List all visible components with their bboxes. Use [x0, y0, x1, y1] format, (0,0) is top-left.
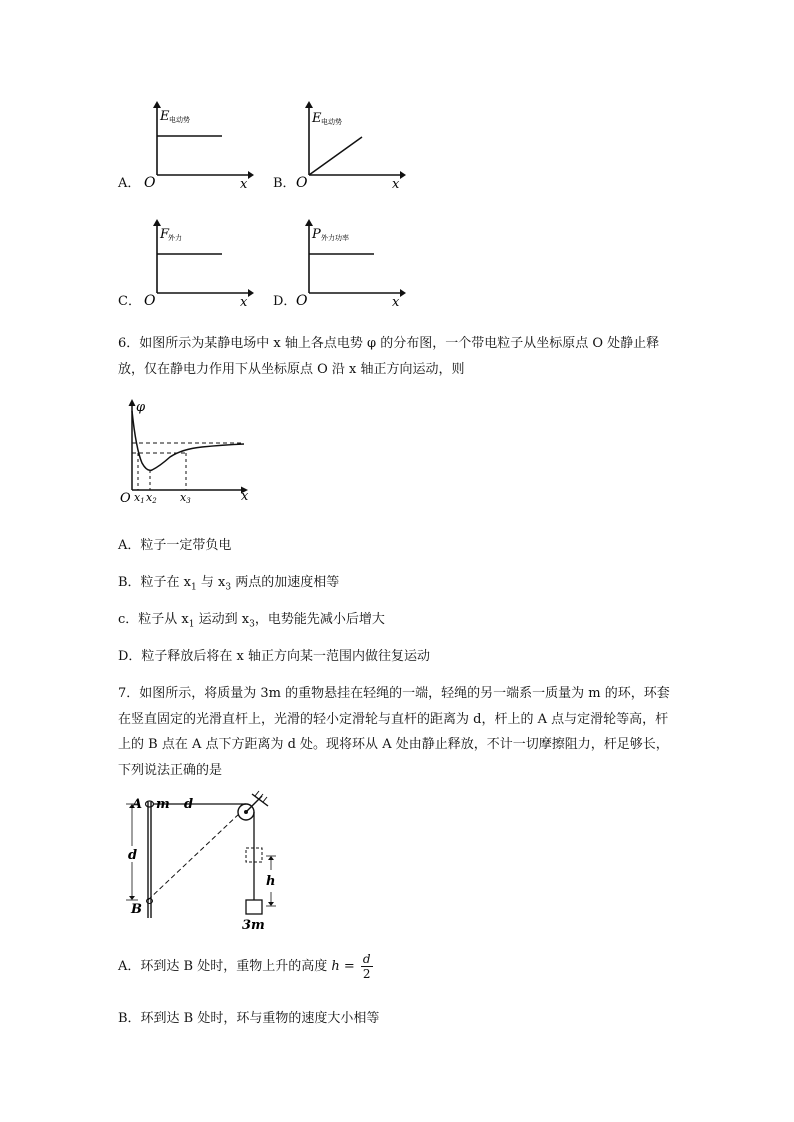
- graph-b: [292, 100, 407, 192]
- y-axis-label: E: [312, 111, 322, 126]
- option-c-label: C．: [118, 294, 141, 309]
- h-up-arrow: [268, 856, 274, 860]
- x-arrow: [400, 171, 406, 179]
- q6-option-a: A．粒子一定带负电: [118, 538, 232, 553]
- y-axis-label: E: [160, 109, 170, 124]
- y-axis-sub: 外力功率: [321, 234, 349, 242]
- graph-a: [140, 100, 255, 192]
- q6-option-b: B．粒子在 $x_1$ 与 $x_3$ 两点的加速度相等: [118, 575, 340, 593]
- hatch-3: [263, 797, 267, 802]
- x-axis-label: x: [241, 489, 249, 504]
- q6-stem: 6．如图所示为某静电场中 x 轴上各点电势 φ 的分布图，一个带电粒子从坐标原点 O 处静止释放，仅在静电力作用下从坐标原点 O 沿 x 轴正方向运动，则: [118, 336, 660, 377]
- q7-pulley-figure: [118, 790, 278, 932]
- y-axis-label: P: [312, 227, 321, 242]
- origin-label: O: [144, 175, 156, 191]
- hatch-1: [255, 791, 259, 796]
- h-down-arrow: [268, 902, 274, 906]
- option-a-label: A．: [118, 176, 141, 191]
- option-b-label: B．: [273, 176, 296, 191]
- y-arrow: [129, 399, 136, 406]
- d-top-label: d: [184, 797, 194, 812]
- fraction-d-over-2: $\frac{d}{2}$: [362, 952, 371, 981]
- d-side-label: d: [128, 848, 138, 863]
- y-axis-sub: 外力: [168, 234, 182, 242]
- x-arrow: [400, 289, 406, 297]
- graph-d: [292, 218, 407, 310]
- ring-at-a: [146, 801, 154, 807]
- q7-option-a: A．环到达 B 处时，重物上升的高度 h = $\frac{d}{2}$: [118, 952, 371, 981]
- origin-label: O: [296, 293, 308, 309]
- q6-option-d: D．粒子释放后将在 x 轴正方向某一范围内做往复运动: [118, 649, 431, 664]
- y-arrow: [305, 101, 313, 108]
- mass-block: [246, 900, 262, 914]
- x2-label: x2: [146, 491, 157, 505]
- x1-label: x1: [134, 491, 145, 505]
- point-b-label: B: [131, 902, 142, 917]
- x-axis-label: x: [240, 177, 248, 192]
- origin-label: O: [120, 491, 131, 505]
- heavy-mass-label: 3m: [242, 918, 265, 932]
- q7-stem: 7．如图所示，将质量为 3m 的重物悬挂在轻绳的一端，轻绳的另一端系一质量为 m 的环，环套在竖直固定的光滑直杆上，光滑的轻小定滑轮与直杆的距离为 d，杆上的 A 点与定滑轮等高，杆上的 B 点在 A 点下方距离为 d 处。现将环从 A 处由静止释放，不计一切摩擦阻力，杆足够长，下列说法正确的是: [118, 686, 670, 778]
- x-arrow: [248, 289, 254, 297]
- x3-label: x3: [180, 491, 191, 505]
- y-axis-sub: 电动势: [169, 116, 190, 124]
- y-arrow: [153, 101, 161, 108]
- graph-c: [140, 218, 255, 310]
- h-label: h: [266, 874, 276, 889]
- d-down-arrow: [129, 896, 135, 900]
- y-axis-label: φ: [136, 400, 146, 415]
- y-arrow: [153, 219, 161, 226]
- ring-mass-label: m: [156, 797, 170, 812]
- option-d-label: D．: [273, 294, 297, 309]
- y-axis-sub: 电动势: [321, 118, 342, 126]
- origin-label: O: [296, 175, 308, 191]
- y-axis-label: F: [160, 227, 170, 242]
- q6-potential-figure: [114, 397, 254, 505]
- x-axis-label: x: [240, 295, 248, 310]
- potential-curve: [132, 411, 244, 470]
- x-axis-label: x: [392, 295, 400, 310]
- q7-option-b: B．环到达 B 处时，环与重物的速度大小相等: [118, 1011, 380, 1026]
- dashed-rope-to-b: [148, 812, 241, 900]
- y-arrow: [305, 219, 313, 226]
- x-axis-label: x: [392, 177, 400, 192]
- q6-option-c: c．粒子从 $x_1$ 运动到 $x_3$，电势能先减小后增大: [118, 612, 385, 630]
- origin-label: O: [144, 293, 156, 309]
- point-a-label: A: [132, 797, 143, 812]
- graph-curve: [309, 137, 362, 175]
- x-arrow: [248, 171, 254, 179]
